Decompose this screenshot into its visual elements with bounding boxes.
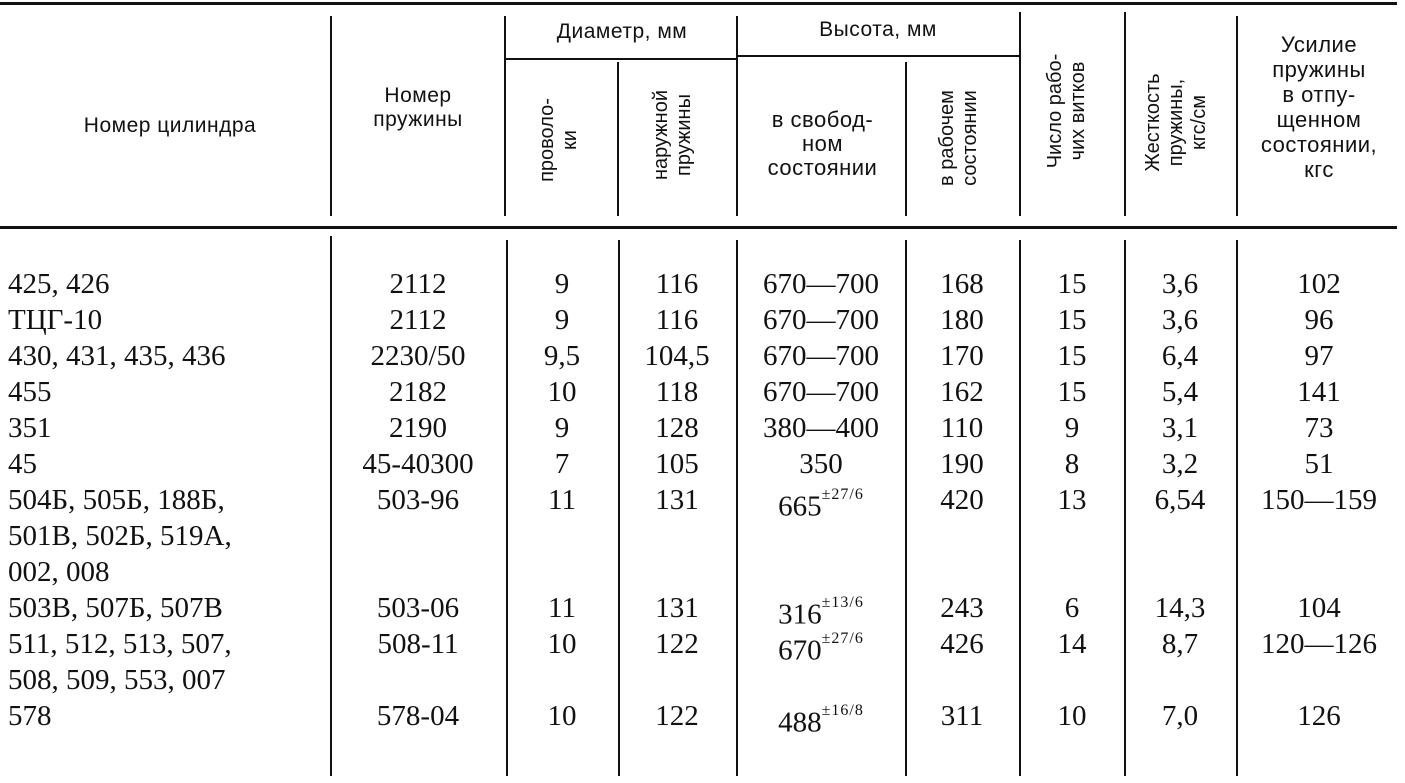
outer-cell: 122 <box>655 700 699 732</box>
stiffness-cell: 6,54 <box>1154 484 1206 516</box>
header-working-state: в рабочем состоянии <box>936 90 981 186</box>
header-height: Высота, мм <box>819 18 937 41</box>
cylinder-cell: 45 <box>8 448 37 480</box>
outer-cell: 128 <box>655 412 699 444</box>
stiffness-cell: 6,4 <box>1161 340 1199 372</box>
free-cell <box>738 592 904 632</box>
wire-cell: 7 <box>554 448 570 480</box>
force-cell: 150—159 <box>1261 484 1377 516</box>
outer-cell: 122 <box>655 628 699 660</box>
free-cell: 670—700 <box>763 376 879 408</box>
header-stiffness: Жесткость пружины, кгс/см <box>1142 73 1210 172</box>
wire-cell: 11 <box>548 484 576 516</box>
free-cell: 380—400 <box>763 412 879 444</box>
spring-cell: 45-40300 <box>362 448 474 480</box>
tolerance: ±13/6 <box>821 594 864 611</box>
force-cell: 51 <box>1304 448 1334 480</box>
free-cell: 670—700 <box>763 340 879 372</box>
col-rule-2 <box>504 16 506 216</box>
force-cell: 96 <box>1304 304 1334 336</box>
outer-cell: 104,5 <box>644 340 710 372</box>
coils-cell: 8 <box>1064 448 1080 480</box>
free-cell <box>738 628 904 668</box>
cylinder-cell: 425, 426 <box>8 268 110 300</box>
wire-cell: 10 <box>547 376 577 408</box>
wire-cell: 11 <box>548 592 576 624</box>
coils-cell: 6 <box>1064 592 1080 624</box>
free-cell: 670—700 <box>763 268 879 300</box>
outer-cell: 116 <box>655 268 699 300</box>
wire-cell: 9 <box>554 304 570 336</box>
free-cell: 670—700 <box>763 304 879 336</box>
header-cylinder: Номер цилиндра <box>83 114 257 137</box>
free-cell <box>738 484 904 524</box>
coils-cell: 15 <box>1057 340 1087 372</box>
outer-cell: 116 <box>655 304 699 336</box>
force-cell: 97 <box>1304 340 1334 372</box>
working-cell: 311 <box>940 700 984 732</box>
working-cell: 426 <box>940 628 984 660</box>
spring-cell: 2112 <box>389 268 447 300</box>
cylinder-cell: 511, 512, 513, 507, <box>8 628 232 660</box>
working-cell: 243 <box>940 592 984 624</box>
force-cell: 104 <box>1297 592 1341 624</box>
coils-cell: 13 <box>1057 484 1087 516</box>
coils-cell: 15 <box>1057 376 1087 408</box>
spring-cell: 578-04 <box>376 700 460 732</box>
free-cell <box>738 700 904 740</box>
force-cell: 120—126 <box>1261 628 1377 660</box>
header-free-state: в свобод- ном состоянии <box>767 107 878 180</box>
cylinder-cell: 351 <box>8 412 52 444</box>
working-cell: 190 <box>940 448 984 480</box>
working-cell: 110 <box>940 412 984 444</box>
tolerance: ±27/6 <box>821 630 864 647</box>
header-force: Усилие пружины в отпу- щенном состоянии, кгс <box>1260 32 1378 182</box>
col-rule-3 <box>617 62 619 216</box>
cylinder-cell: 503В, 507Б, 507В <box>8 592 223 624</box>
spring-cell: 508-11 <box>377 628 459 660</box>
col-rule-7 <box>1124 12 1126 216</box>
coils-cell: 15 <box>1057 268 1087 300</box>
cylinder-cell: 504Б, 505Б, 188Б, <box>8 484 225 516</box>
coils-cell: 15 <box>1057 304 1087 336</box>
working-cell: 170 <box>940 340 984 372</box>
stiffness-cell: 7,0 <box>1161 700 1199 732</box>
cylinder-cell: ТЦГ-10 <box>8 304 103 336</box>
coils-cell: 9 <box>1064 412 1080 444</box>
stiffness-cell: 14,3 <box>1154 592 1206 624</box>
free-value: 670 <box>778 634 822 667</box>
header-diameter: Диаметр, мм <box>556 20 688 43</box>
header-bottom-rule <box>0 226 1397 229</box>
cylinder-cell: 501В, 502Б, 519А, <box>8 520 232 552</box>
force-cell: 141 <box>1297 376 1341 408</box>
header-wire: проволо- ки <box>536 98 581 182</box>
outer-cell: 105 <box>655 448 699 480</box>
spring-cell: 2230/50 <box>370 340 466 372</box>
stiffness-cell: 3,6 <box>1161 304 1199 336</box>
cylinder-cell: 578 <box>8 700 52 732</box>
col-rule-1 <box>330 16 332 216</box>
stiffness-cell: 3,2 <box>1161 448 1199 480</box>
spring-cell: 2182 <box>389 376 447 408</box>
wire-cell: 10 <box>547 628 577 660</box>
working-cell: 420 <box>940 484 984 516</box>
top-rule <box>0 2 1397 5</box>
header-outer: наружной пружины <box>650 90 695 181</box>
working-cell: 168 <box>940 268 984 300</box>
spring-cell: 503-06 <box>376 592 460 624</box>
tolerance: ±16/8 <box>821 702 864 719</box>
diameter-subrule <box>506 58 737 60</box>
free-value: 316 <box>778 598 822 631</box>
outer-cell: 131 <box>655 484 699 516</box>
cylinder-cell: 430, 431, 435, 436 <box>8 340 226 372</box>
wire-cell: 9,5 <box>543 340 581 372</box>
cylinder-cell: 508, 509, 553, 007 <box>8 664 226 696</box>
spring-cell: 2112 <box>389 304 447 336</box>
cylinder-cell: 002, 008 <box>8 556 110 588</box>
spring-cell: 503-96 <box>376 484 460 516</box>
stiffness-cell: 8,7 <box>1161 628 1199 660</box>
header-spring-no: Номер пружины <box>373 84 463 131</box>
col-rule-4 <box>736 16 738 216</box>
wire-cell: 10 <box>547 700 577 732</box>
free-cell: 350 <box>799 448 843 480</box>
stiffness-cell: 5,4 <box>1161 376 1199 408</box>
spring-cell: 2190 <box>389 412 447 444</box>
working-cell: 162 <box>940 376 984 408</box>
height-subrule <box>737 55 1019 57</box>
free-value: 488 <box>778 706 822 739</box>
coils-cell: 10 <box>1057 700 1087 732</box>
stiffness-cell: 3,1 <box>1161 412 1199 444</box>
working-cell: 180 <box>940 304 984 336</box>
force-cell: 102 <box>1297 268 1341 300</box>
col-rule-6 <box>1019 12 1021 216</box>
force-cell: 73 <box>1304 412 1334 444</box>
wire-cell: 9 <box>554 268 570 300</box>
free-value: 665 <box>778 490 822 523</box>
outer-cell: 131 <box>655 592 699 624</box>
col-rule-5 <box>905 62 907 216</box>
outer-cell: 118 <box>655 376 699 408</box>
coils-cell: 14 <box>1057 628 1087 660</box>
wire-cell: 9 <box>554 412 570 444</box>
tolerance: ±27/6 <box>821 486 864 503</box>
cylinder-cell: 455 <box>8 376 52 408</box>
stiffness-cell: 3,6 <box>1161 268 1199 300</box>
header-coils: Число рабо- чих витков <box>1044 53 1089 169</box>
force-cell: 126 <box>1297 700 1341 732</box>
